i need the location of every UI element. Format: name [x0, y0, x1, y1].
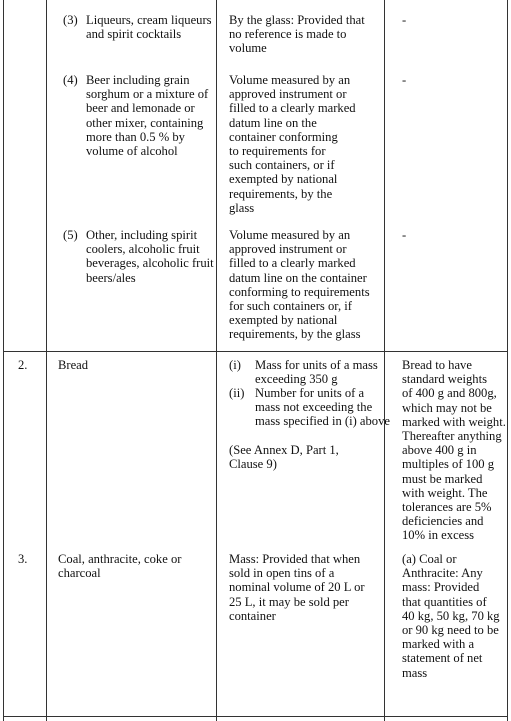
subitem-description: Beer including grain sorghum or a mixture of beer and lemonade or other mixer, containing more than 0.5 % by volume of alcohol	[86, 73, 209, 159]
item-notes: (a) Coal or Anthracite: Any mass: Provided that quantities of 40 kg, 50 kg, 70 kg or 90 kg need to be marked with a statement of net mass	[402, 552, 500, 680]
method-point-text: Mass for units of a mass exceeding 350 g	[255, 358, 378, 387]
column-divider-2	[216, 0, 217, 721]
measurement-method: By the glass: Provided that no reference is made to volume	[229, 13, 365, 56]
notes-dash: -	[402, 13, 407, 27]
method-point-number: (ii)	[229, 386, 245, 400]
item-name: Bread	[58, 358, 89, 372]
subitem-number: (5)	[63, 228, 78, 242]
row-number: 2.	[18, 358, 28, 372]
subitem-number: (3)	[63, 13, 78, 27]
column-divider-3	[384, 0, 385, 721]
method-point-text: Number for units of a mass not exceeding the mass specified in (i) above	[255, 386, 390, 429]
item-name: Coal, anthracite, coke or charcoal	[58, 552, 182, 581]
table-border-right	[507, 0, 508, 721]
row-number: 3.	[18, 552, 28, 566]
item-notes: Bread to have standard weights of 400 g and 800g, which may not be marked with weight. Thereafter anything above 400 g in multiples of 100 g must be marked with weight. The tolerances are 5% deficiencies and 10% in excess	[402, 358, 506, 543]
column-divider-1	[46, 0, 47, 721]
subitem-description: Other, including spirit coolers, alcoholic fruit beverages, alcoholic fruit beers/ales	[86, 228, 214, 285]
measurement-method: Volume measured by an approved instrument or filled to a clearly marked datum line on the container conforming to requirements for such containers, or if exempted by national requirements, by the glass	[229, 73, 356, 215]
notes-dash: -	[402, 73, 407, 87]
subitem-description: Liqueurs, cream liqueurs and spirit cocktails	[86, 13, 212, 42]
measurement-method: Mass: Provided that when sold in open tins of a nominal volume of 20 L or 25 L, it may be sold per container	[229, 552, 365, 623]
subitem-number: (4)	[63, 73, 78, 87]
method-reference: (See Annex D, Part 1, Clause 9)	[229, 443, 339, 472]
table-border-bottom	[3, 716, 508, 717]
row-divider	[3, 351, 508, 352]
measurement-method: Volume measured by an approved instrument or filled to a clearly marked datum line on the container conforming to requirements for such containers or, if exempted by national requirements, by the glass	[229, 228, 370, 342]
notes-dash: -	[402, 228, 407, 242]
table-border-left	[3, 0, 4, 721]
method-point-number: (i)	[229, 358, 241, 372]
